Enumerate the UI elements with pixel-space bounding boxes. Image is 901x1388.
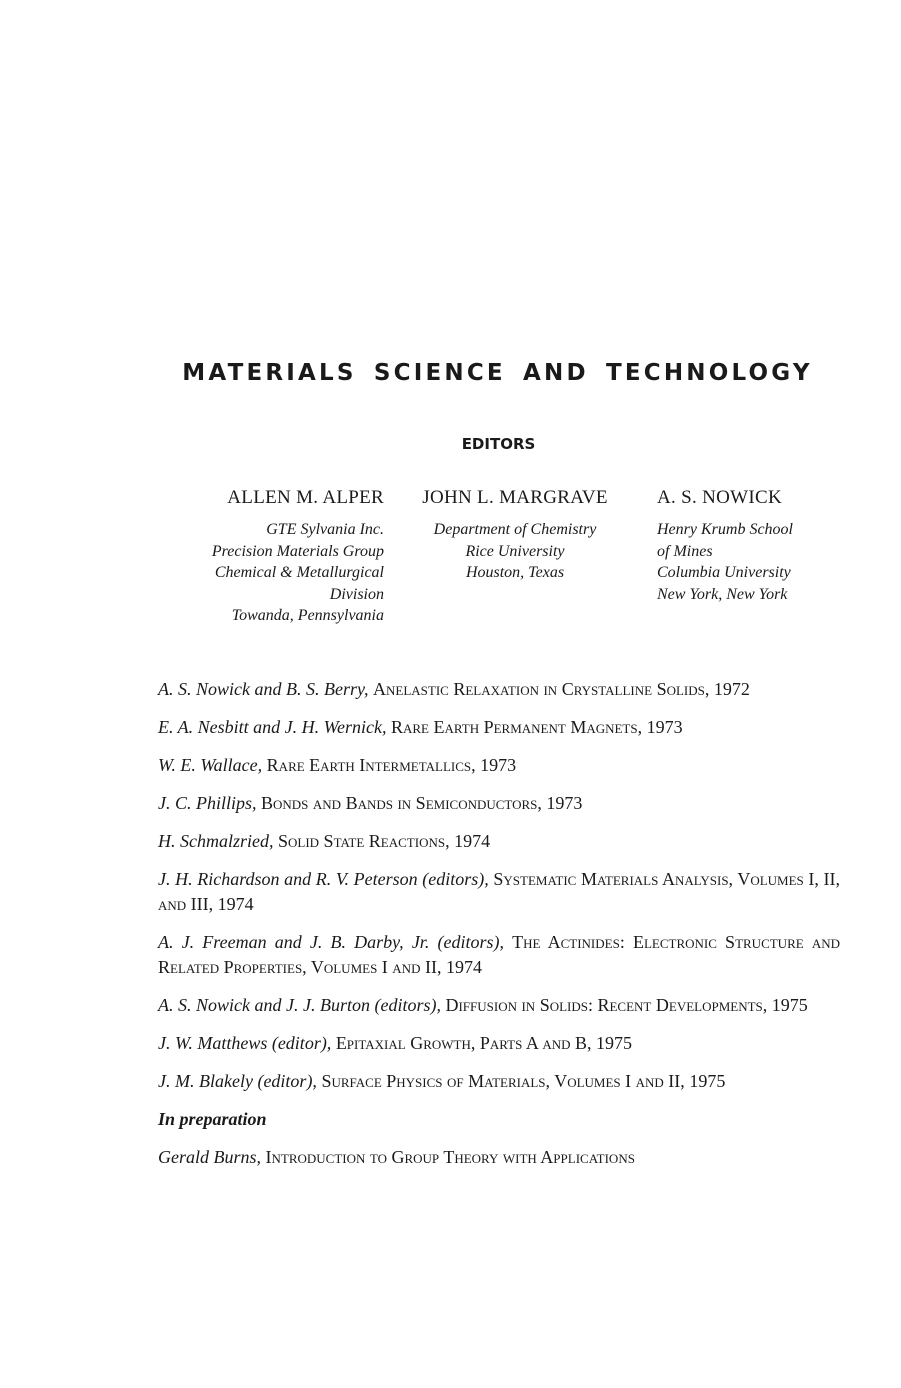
book-entry — [158, 791, 840, 816]
affiliation-line: of Mines — [657, 542, 713, 560]
book-title: Epitaxial Growth, Parts A and B, — [335, 1033, 592, 1053]
book-authors: W. E. Wallace, — [158, 755, 263, 775]
book-title: Bonds and Bands in Semiconductors, — [261, 793, 542, 813]
book-authors: A. J. Freeman and J. B. Darby, Jr. (editors), — [158, 932, 504, 952]
book-authors: J. H. Richardson and R. V. Peterson (editors), — [158, 869, 489, 889]
editor-nowick — [657, 487, 847, 605]
book-year: 1974 — [445, 957, 482, 977]
book-title: Introduction to Group Theory with Applications — [265, 1147, 635, 1167]
book-entry — [158, 715, 840, 740]
book-entry — [158, 1069, 840, 1094]
book-title: Surface Physics of Materials, Volumes I and II, — [321, 1071, 685, 1091]
book-entry — [158, 1031, 840, 1056]
book-list — [158, 677, 840, 1183]
book-title: Solid State Reactions, — [278, 831, 450, 851]
series-title: MATERIALS SCIENCE AND TECHNOLOGY — [182, 360, 813, 386]
book-authors: Gerald Burns, — [158, 1147, 261, 1167]
book-title: Anelastic Relaxation in Crystalline Solids, — [372, 679, 710, 699]
book-title: The Actinides: Electronic Structure and Related Properties, Volumes I and II, — [158, 932, 840, 977]
book-year: 1973 — [646, 717, 683, 737]
book-year: 1972 — [713, 679, 750, 699]
affiliation-line: Department of Chemistry — [433, 521, 597, 538]
affiliation-line: Rice University — [465, 542, 565, 560]
book-entry — [158, 867, 840, 917]
book-authors: H. Schmalzried, — [158, 831, 274, 851]
book-authors: A. S. Nowick and B. S. Berry, — [158, 679, 369, 699]
affiliation-line: Towanda, Pennsylvania — [231, 607, 384, 624]
editors-heading: EDITORS — [461, 435, 536, 453]
affiliation-line: Precision Materials Group — [211, 542, 384, 560]
book-year: 1975 — [689, 1071, 726, 1091]
in-preparation-heading: In preparation — [158, 1109, 267, 1129]
book-year: 1974 — [217, 894, 254, 914]
book-authors: J. C. Phillips, — [158, 793, 257, 813]
book-title: Diffusion in Solids: Recent Developments, — [445, 995, 768, 1015]
book-year: 1973 — [546, 793, 583, 813]
book-title: Systematic Materials Analysis, Volumes I, II, and III, — [158, 869, 840, 914]
book-year: 1973 — [480, 755, 517, 775]
book-title: Rare Earth Permanent Magnets, — [390, 717, 643, 737]
editor-name: JOHN L. MARGRAVE — [422, 487, 608, 508]
affiliation-line: Division — [329, 585, 384, 603]
book-entry — [158, 993, 840, 1018]
affiliation-line: Chemical & Metallurgical — [214, 564, 384, 581]
editor-name: ALLEN M. ALPER — [227, 487, 384, 508]
editor-alper — [172, 487, 384, 627]
book-entry — [158, 753, 840, 778]
affiliation-line: Columbia University — [657, 564, 791, 581]
affiliation-line: Houston, Texas — [465, 564, 565, 581]
book-year: 1975 — [771, 995, 808, 1015]
editor-name: A. S. NOWICK — [657, 487, 782, 508]
affiliation-line: Henry Krumb School — [657, 521, 793, 538]
book-year: 1975 — [596, 1033, 633, 1053]
book-entry — [158, 930, 840, 980]
book-year: 1974 — [454, 831, 491, 851]
book-title: Rare Earth Intermetallics, — [266, 755, 476, 775]
book-entry — [158, 829, 840, 854]
book-entry — [158, 1145, 840, 1170]
book-authors: A. S. Nowick and J. J. Burton (editors), — [158, 995, 441, 1015]
book-authors: J. M. Blakely (editor), — [158, 1071, 317, 1091]
book-authors: E. A. Nesbitt and J. H. Wernick, — [158, 717, 387, 737]
book-entry — [158, 677, 840, 702]
book-authors: J. W. Matthews (editor), — [158, 1033, 332, 1053]
affiliation-line: New York, New York — [657, 585, 788, 603]
editor-margrave — [404, 487, 626, 584]
affiliation-line: GTE Sylvania Inc. — [266, 521, 384, 538]
